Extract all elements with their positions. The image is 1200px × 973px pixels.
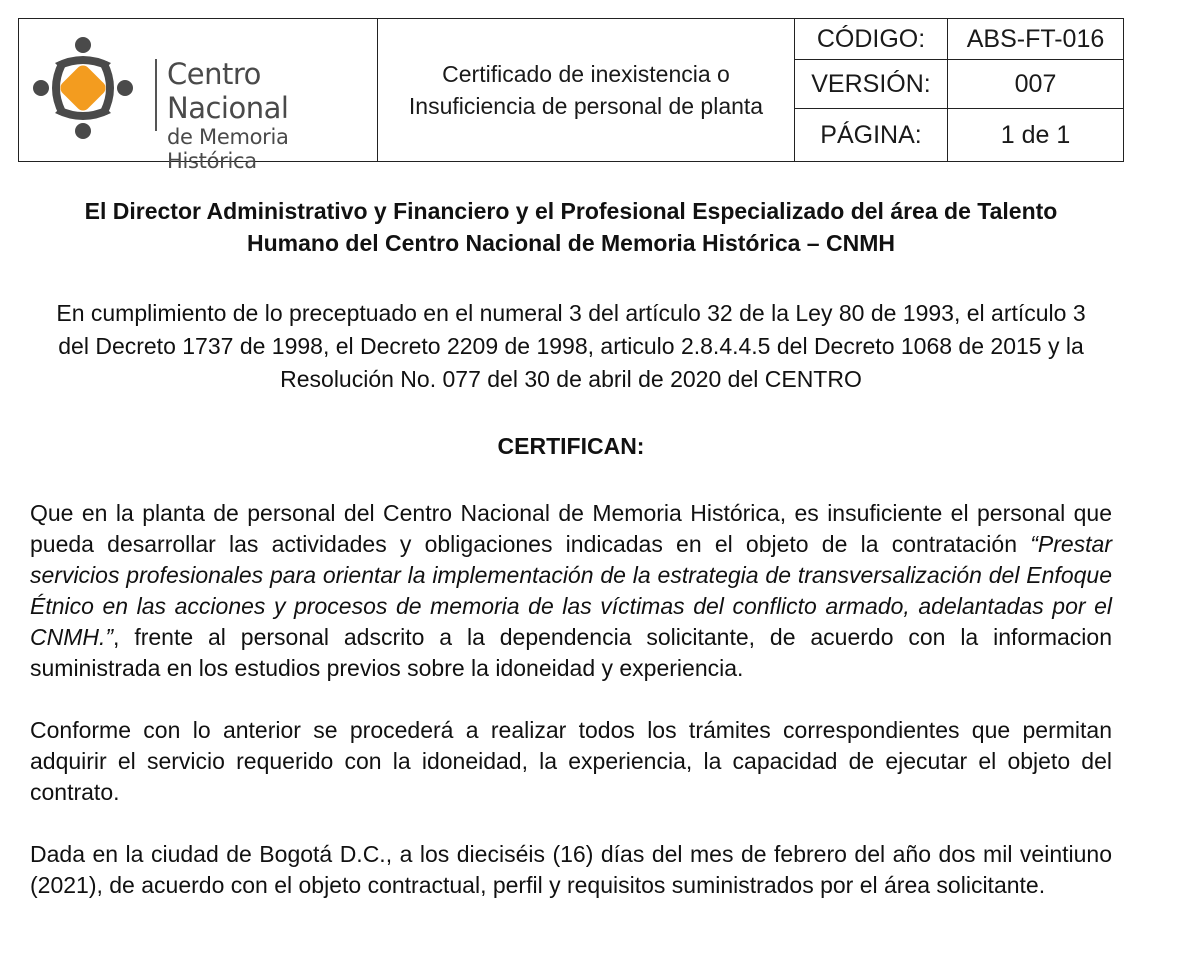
pagina-value: 1 de 1	[948, 109, 1124, 162]
certificate-heading	[30, 195, 1112, 259]
logo-cell	[19, 19, 378, 173]
legal-basis-line-3: Resolución No. 077 del 30 de abril de 2020 del CENTRO	[280, 366, 862, 392]
logo-divider	[155, 59, 157, 131]
certificate-body	[30, 195, 1112, 901]
legal-basis-line-1: En cumplimiento de lo preceptuado en el numeral 3 del artículo 32 de la Ley 80 de 1993, el artículo 3	[56, 300, 1086, 326]
legal-basis-paragraph	[30, 297, 1112, 396]
issuance-paragraph: Dada en la ciudad de Bogotá D.C., a los dieciséis (16) días del mes de febrero del año dos mil veintiuno (2021), de acuerdo con el objeto contractual, perfil y requisitos suministrados por el área solicitante.	[30, 841, 1112, 898]
procedure-paragraph: Conforme con lo anterior se procederá a realizar todos los trámites correspondientes que permitan adquirir el servicio requerido con la idoneidad, la experiencia, la capacidad de ejecutar el objeto del contrato.	[30, 717, 1112, 805]
cnmh-logo-icon	[31, 33, 135, 143]
document-header-table	[18, 18, 1124, 173]
insufficiency-paragraph	[30, 498, 1112, 684]
logo-line-1: Centro Nacional	[167, 57, 289, 125]
document-title-cell	[378, 19, 795, 162]
heading-line-1: El Director Administrativo y Financiero y el Profesional Especializado del área de Talento	[84, 198, 1058, 224]
paragraph1-intro: Que en la planta de personal del Centro Nacional de Memoria Histórica, es insuficiente el personal que pueda desarrollar las actividades y obligaciones indicadas en el objeto de la contratación	[30, 500, 1112, 557]
paragraph1-rest: , frente al personal adscrito a la dependencia solicitante, de acuerdo con la informacion suministrada en los estudios previos sobre la idoneidad y experiencia.	[30, 624, 1112, 681]
document-title-line-2: Insuficiencia de personal de planta	[408, 93, 764, 119]
logo-wordmark	[167, 57, 377, 173]
legal-basis-line-2: del Decreto 1737 de 1998, el Decreto 2209 de 1998, articulo 2.8.4.4.5 del Decreto 1068 de 2015 y la	[58, 333, 1084, 359]
certifican-heading: CERTIFICAN:	[497, 433, 645, 459]
pagina-label: PÁGINA:	[795, 109, 948, 162]
document-title-line-1: Certificado de inexistencia o	[442, 61, 730, 87]
heading-line-2: Humano del Centro Nacional de Memoria Histórica – CNMH	[247, 230, 895, 256]
codigo-label: CÓDIGO:	[795, 19, 948, 60]
logo-line-2: de Memoria Histórica	[167, 125, 289, 173]
codigo-value: ABS-FT-016	[948, 19, 1124, 60]
version-value: 007	[948, 60, 1124, 109]
version-label: VERSIÓN:	[795, 60, 948, 109]
contract-object-text: “Prestar servicios profesionales para orientar la implementación de la estrategia de transversalización del Enfoque Étnico en las acciones y procesos de memoria de las víctimas del conflicto armado, adelantadas por el CNMH.”	[30, 531, 1112, 650]
